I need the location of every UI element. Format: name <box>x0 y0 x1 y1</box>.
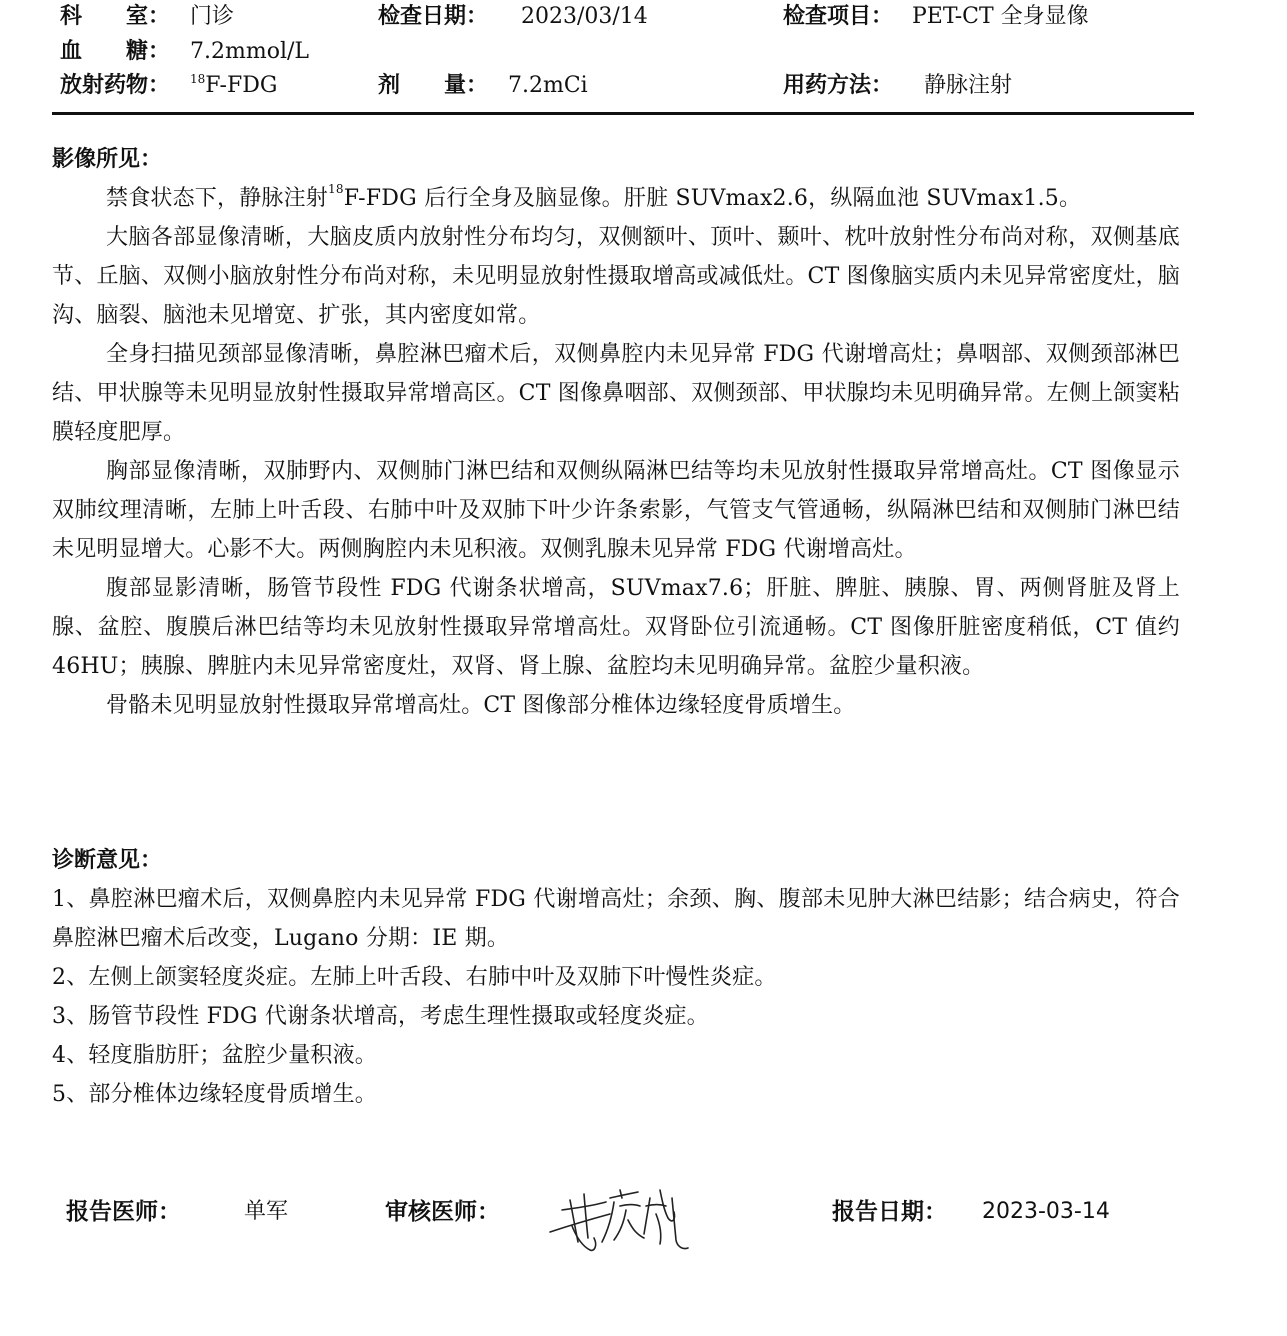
header-row-1 <box>0 0 1287 34</box>
tracer-isotope-superscript: 18 <box>190 72 206 86</box>
department-value: 门诊 <box>190 4 235 29</box>
glucose-label: 血 糖： <box>60 39 171 64</box>
department-label: 科 室： <box>60 4 171 29</box>
exam-item-value: PET-CT 全身显像 <box>912 4 1089 29</box>
findings-section <box>52 140 1180 725</box>
review-doctor-label: 审核医师： <box>385 1199 500 1225</box>
findings-p1-superscript: 18 <box>328 182 344 196</box>
dose-label: 剂 量： <box>378 73 489 98</box>
diagnosis-section <box>52 841 1180 1114</box>
tracer-name: F-FDG <box>205 73 278 98</box>
findings-p1-post: F-FDG 后行全身及脑显像。肝脏 SUVmax2.6，纵隔血池 SUVmax1.5。 <box>343 186 1082 211</box>
exam-date-value: 2023/03/14 <box>521 4 648 29</box>
report-doctor-label: 报告医师： <box>66 1199 181 1225</box>
tracer-value <box>190 69 277 103</box>
findings-paragraph-2: 大脑各部显像清晰，大脑皮质内放射性分布均匀，双侧额叶、顶叶、颞叶、枕叶放射性分布尚对称，双侧基底节、丘脑、双侧小脑放射性分布尚对称，未见明显放射性摄取增高或减低灶。CT 图像脑实质内未见异常密度灶，脑沟、脑裂、脑池未见增宽、扩张，其内密度如常。 <box>52 225 1180 328</box>
method-label: 用药方法： <box>783 73 894 98</box>
report-date-label: 报告日期： <box>832 1199 947 1225</box>
findings-paragraph-3: 全身扫描见颈部显像清晰，鼻腔淋巴瘤术后，双侧鼻腔内未见异常 FDG 代谢增高灶；鼻咽部、双侧颈部淋巴结、甲状腺等未见明显放射性摄取异常增高区。CT 图像鼻咽部、双侧颈部、甲状腺均未见明确异常。左侧上颌窦粘膜轻度肥厚。 <box>52 342 1180 445</box>
dose-value: 7.2mCi <box>508 73 588 98</box>
reviewer-signature <box>548 1180 698 1255</box>
diagnosis-item-5: 5、部分椎体边缘轻度骨质增生。 <box>52 1082 377 1107</box>
exam-item-label: 检查项目： <box>783 4 894 29</box>
findings-paragraph-5: 腹部显影清晰，肠管节段性 FDG 代谢条状增高，SUVmax7.6；肝脏、脾脏、胰腺、胃、两侧肾脏及肾上腺、盆腔、腹膜后淋巴结等均未见放射性摄取异常增高灶。双肾卧位引流通畅。CT 图像肝脏密度稍低，CT 值约 46HU；胰腺、脾脏内未见异常密度灶，双肾、肾上腺、盆腔均未见明确异常。盆腔少量积液。 <box>52 576 1180 679</box>
header-divider <box>52 112 1194 115</box>
diagnosis-item-3: 3、肠管节段性 FDG 代谢条状增高，考虑生理性摄取或轻度炎症。 <box>52 1004 709 1029</box>
report-date-value: 2023-03-14 <box>982 1199 1110 1224</box>
report-doctor-value: 单军 <box>244 1199 289 1224</box>
findings-p1-pre: 禁食状态下，静脉注射 <box>106 186 329 211</box>
glucose-value: 7.2mmol/L <box>190 39 310 64</box>
findings-paragraph-1 <box>52 179 1180 218</box>
method-value: 静脉注射 <box>924 73 1013 98</box>
exam-date-label: 检查日期： <box>378 4 489 29</box>
diagnosis-item-4: 4、轻度脂肪肝；盆腔少量积液。 <box>52 1043 377 1068</box>
findings-title: 影像所见： <box>52 147 163 172</box>
header-row-2 <box>0 35 1287 69</box>
findings-paragraph-4: 胸部显像清晰，双肺野内、双侧肺门淋巴结和双侧纵隔淋巴结等均未见放射性摄取异常增高灶。CT 图像显示双肺纹理清晰，左肺上叶舌段、右肺中叶及双肺下叶少许条索影，气管支气管通畅，纵隔淋巴结和双侧肺门淋巴结未见明显增大。心影不大。两侧胸腔内未见积液。双侧乳腺未见异常 FDG 代谢增高灶。 <box>52 459 1180 562</box>
diagnosis-title: 诊断意见： <box>52 848 163 873</box>
diagnosis-item-1: 1、鼻腔淋巴瘤术后，双侧鼻腔内未见异常 FDG 代谢增高灶；余颈、胸、腹部未见肿大淋巴结影；结合病史，符合鼻腔淋巴瘤术后改变，Lugano 分期：ⅠE 期。 <box>52 887 1180 951</box>
diagnosis-item-2: 2、左侧上颌窦轻度炎症。左肺上叶舌段、右肺中叶及双肺下叶慢性炎症。 <box>52 965 777 990</box>
header-row-3 <box>0 69 1287 103</box>
findings-paragraph-6: 骨骼未见明显放射性摄取异常增高灶。CT 图像部分椎体边缘轻度骨质增生。 <box>106 693 856 718</box>
tracer-label: 放射药物： <box>60 73 171 98</box>
